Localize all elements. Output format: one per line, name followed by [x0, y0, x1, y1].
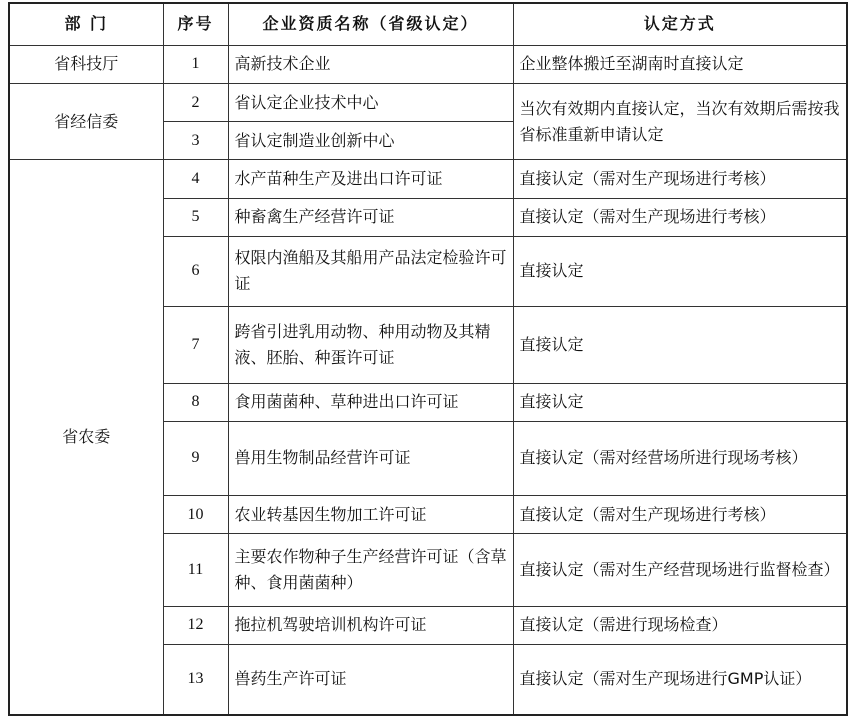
certification-method: 直接认定（需对生产经营现场进行监督检查）: [513, 534, 847, 606]
certification-method: 直接认定（需对生产现场进行GMP认证）: [513, 644, 847, 715]
certification-method: 直接认定: [513, 236, 847, 306]
certification-method: 直接认定（需对生产现场进行考核）: [513, 198, 847, 236]
qualification-name: 主要农作物种子生产经营许可证（含草种、食用菌菌种）: [228, 534, 513, 606]
certification-method: 直接认定（需进行现场检查）: [513, 606, 847, 644]
certification-method: 当次有效期内直接认定，当次有效期后需按我省标准重新申请认定: [513, 83, 847, 159]
header-dept: 部 门: [9, 3, 163, 45]
row-number: 1: [163, 45, 228, 83]
qualification-name: 种畜禽生产经营许可证: [228, 198, 513, 236]
qualification-name: 兽用生物制品经营许可证: [228, 421, 513, 495]
row-number: 6: [163, 236, 228, 306]
certification-method: 直接认定: [513, 307, 847, 383]
qualification-name: 高新技术企业: [228, 45, 513, 83]
dept-cell: 省农委: [9, 160, 163, 715]
header-name: 企业资质名称（省级认定）: [228, 3, 513, 45]
certification-method: 企业整体搬迁至湖南时直接认定: [513, 45, 847, 83]
qualification-name: 省认定企业技术中心: [228, 83, 513, 121]
header-no: 序号: [163, 3, 228, 45]
row-number: 13: [163, 644, 228, 715]
row-number: 5: [163, 198, 228, 236]
qualification-table: [8, 2, 848, 716]
table-row: [9, 83, 847, 121]
qualification-name: 跨省引进乳用动物、种用动物及其精液、胚胎、种蛋许可证: [228, 307, 513, 383]
dept-cell: 省经信委: [9, 83, 163, 159]
row-number: 11: [163, 534, 228, 606]
qualification-name: 兽药生产许可证: [228, 644, 513, 715]
header-method: 认定方式: [513, 3, 847, 45]
row-number: 3: [163, 122, 228, 160]
dept-cell: 省科技厅: [9, 45, 163, 83]
row-number: 7: [163, 307, 228, 383]
table-header-row: [9, 3, 847, 45]
table-row: [9, 160, 847, 198]
certification-method: 直接认定: [513, 383, 847, 421]
qualification-name: 食用菌菌种、草种进出口许可证: [228, 383, 513, 421]
qualification-name: 水产苗种生产及进出口许可证: [228, 160, 513, 198]
certification-method: 直接认定（需对经营场所进行现场考核）: [513, 421, 847, 495]
row-number: 9: [163, 421, 228, 495]
row-number: 12: [163, 606, 228, 644]
qualification-name: 权限内渔船及其船用产品法定检验许可证: [228, 236, 513, 306]
row-number: 10: [163, 496, 228, 534]
certification-method: 直接认定（需对生产现场进行考核）: [513, 160, 847, 198]
certification-method: 直接认定（需对生产现场进行考核）: [513, 496, 847, 534]
qualification-name: 拖拉机驾驶培训机构许可证: [228, 606, 513, 644]
qualification-name: 农业转基因生物加工许可证: [228, 496, 513, 534]
row-number: 4: [163, 160, 228, 198]
row-number: 2: [163, 83, 228, 121]
table-row: [9, 45, 847, 83]
row-number: 8: [163, 383, 228, 421]
qualification-name: 省认定制造业创新中心: [228, 122, 513, 160]
